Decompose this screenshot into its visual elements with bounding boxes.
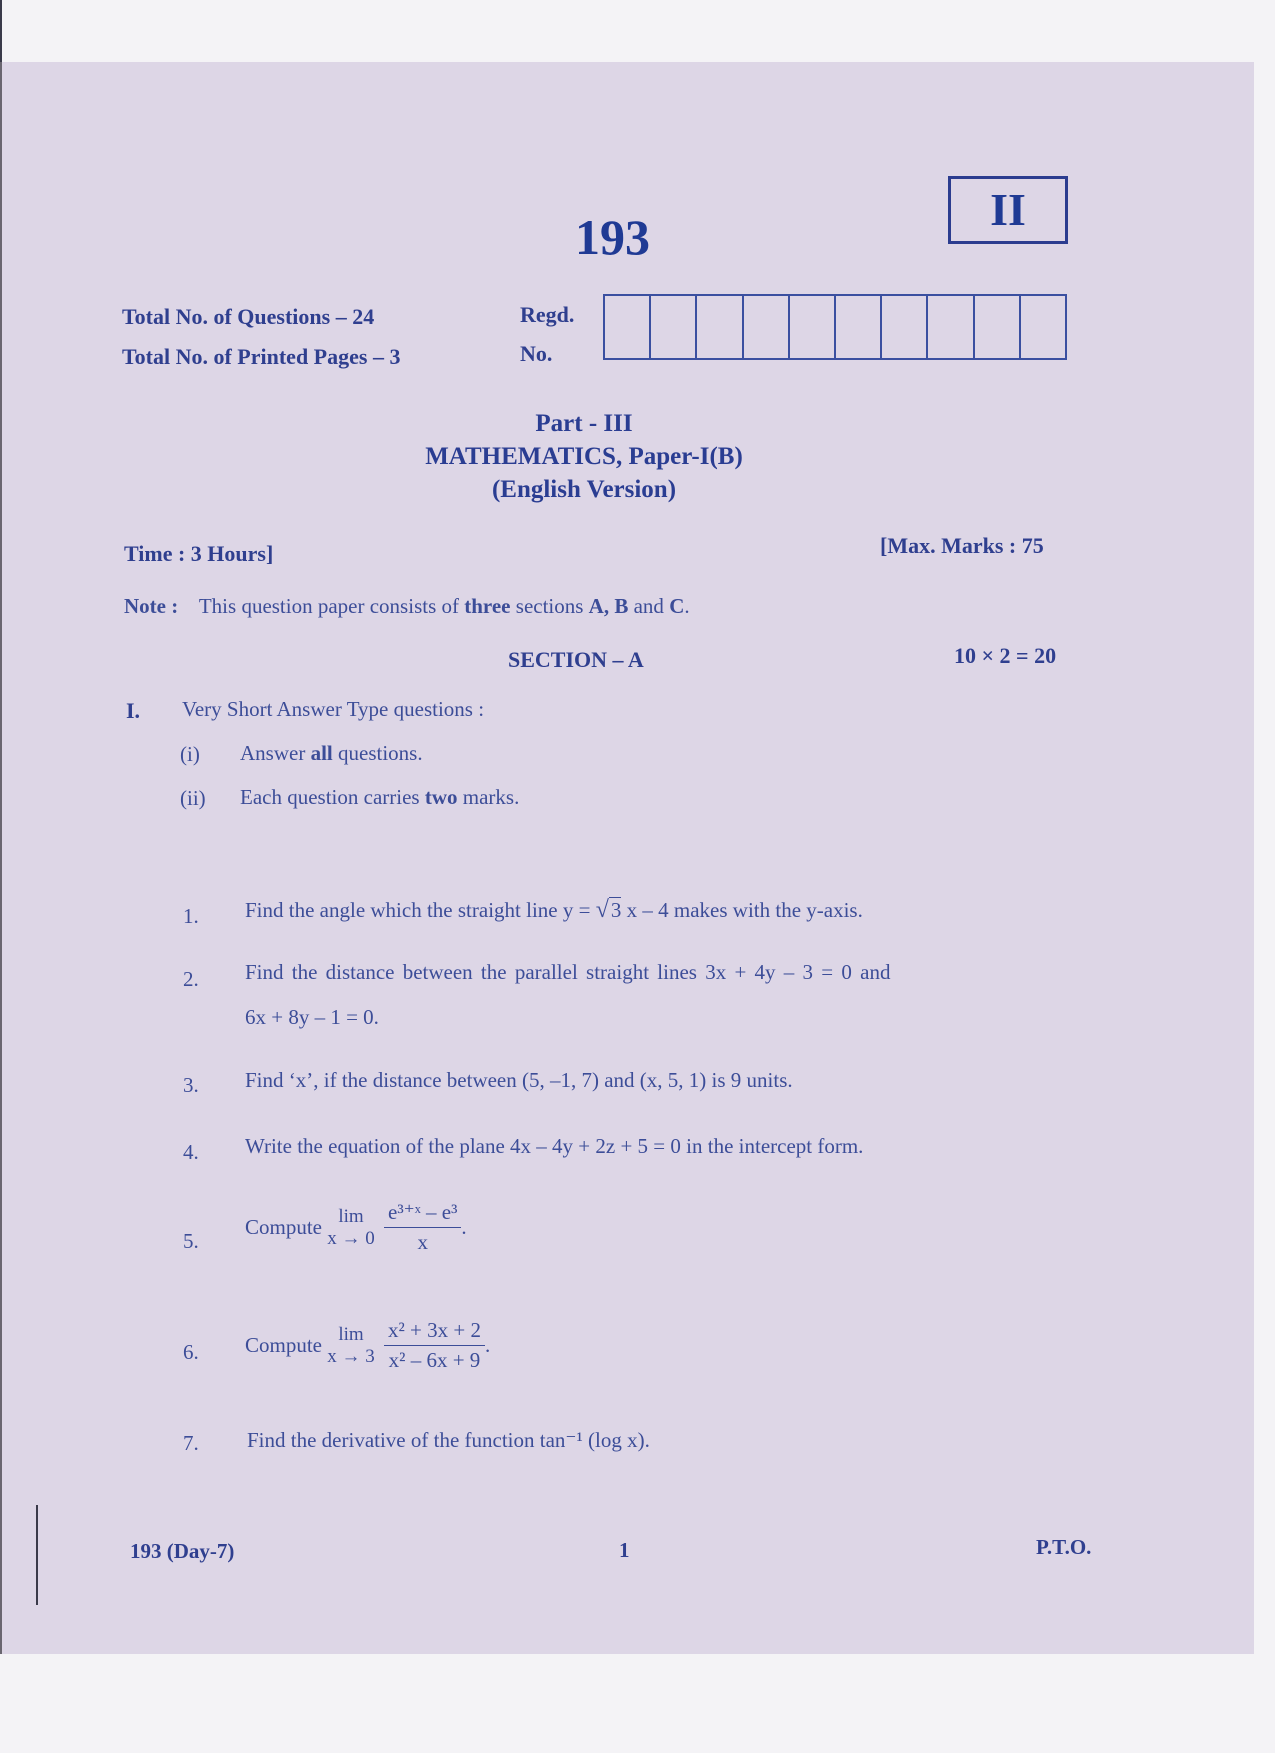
lim-label: lim <box>338 1323 364 1345</box>
please-turn-over: P.T.O. <box>1036 1535 1092 1559</box>
question-2-number: 2. <box>183 967 199 991</box>
note-sections: A, B <box>588 594 629 618</box>
fraction-numerator: x² + 3x + 2 <box>384 1318 485 1346</box>
sqrt-radicand: 3 <box>610 898 622 922</box>
note-text-mid: sections <box>510 594 589 618</box>
fraction <box>384 1200 461 1255</box>
part-title: Part - III <box>535 410 633 437</box>
instruction-1-number: (i) <box>180 742 200 766</box>
regd-digit-box[interactable] <box>836 296 882 358</box>
question-7-number: 7. <box>183 1431 199 1455</box>
regd-digit-box[interactable] <box>744 296 790 358</box>
regd-digit-box[interactable] <box>605 296 651 358</box>
note-end: . <box>684 594 690 618</box>
max-marks: [Max. Marks : 75 <box>880 533 1044 558</box>
lim-subscript: x → 3 <box>327 1345 375 1367</box>
question-5-end: . <box>461 1215 467 1239</box>
sqrt-symbol: √ <box>595 897 609 923</box>
instruction-1-bold: all <box>310 741 333 765</box>
question-1-number: 1. <box>183 904 199 928</box>
version-title: (English Version) <box>491 476 677 503</box>
regd-number-boxes[interactable] <box>603 294 1067 360</box>
fraction <box>384 1318 485 1373</box>
note-text: This question paper consists of <box>198 594 465 618</box>
lim-label: lim <box>338 1205 364 1227</box>
page-number: 1 <box>619 1538 630 1562</box>
instruction-2-number: (ii) <box>180 786 206 810</box>
footer-paper-code: 193 (Day-7) <box>130 1539 235 1563</box>
question-2-line-1: Find the distance between the parallel straight lines 3x + 4y – 3 = 0 and <box>245 960 891 984</box>
instruction-1-pre: Answer <box>240 741 311 765</box>
question-4-number: 4. <box>183 1140 199 1164</box>
instruction-1 <box>240 741 423 766</box>
limit-expression <box>327 1206 375 1250</box>
note-and: and <box>628 594 670 618</box>
question-2-line-2: 6x + 8y – 1 = 0. <box>245 1005 379 1029</box>
set-code-box: II <box>948 176 1068 244</box>
limit-expression <box>327 1324 375 1368</box>
left-edge-mark <box>0 0 2 62</box>
note-line <box>124 594 690 619</box>
question-3: Find ‘x’, if the distance between (5, –1, 7) and (x, 5, 1) is 9 units. <box>245 1068 793 1092</box>
instruction-1-post: questions. <box>332 741 423 765</box>
note-label: Note : <box>124 594 179 618</box>
instruction-2-post: marks. <box>457 785 520 809</box>
lim-subscript: x → 0 <box>327 1227 375 1249</box>
section-roman-numeral: I. <box>126 698 141 723</box>
regd-no-label: No. <box>520 341 553 366</box>
question-6-end: . <box>484 1333 491 1357</box>
section-title: SECTION – A <box>508 647 644 672</box>
regd-digit-box[interactable] <box>882 296 928 358</box>
regd-digit-box[interactable] <box>651 296 697 358</box>
question-1-text-end: x – 4 makes with the y-axis. <box>621 898 863 922</box>
regd-digit-box[interactable] <box>1021 296 1065 358</box>
fraction-numerator: e³⁺ˣ – e³ <box>384 1200 461 1228</box>
question-7: Find the derivative of the function tan⁻¹ (log x). <box>247 1428 650 1452</box>
regd-label: Regd. <box>520 302 575 327</box>
time-allowed: Time : 3 Hours] <box>124 541 274 566</box>
regd-digit-box[interactable] <box>928 296 974 358</box>
subject-title: MATHEMATICS, Paper-I(B) <box>425 443 743 470</box>
question-4: Write the equation of the plane 4x – 4y + 2z + 5 = 0 in the intercept form. <box>245 1134 864 1158</box>
total-questions: Total No. of Questions – 24 <box>122 304 375 329</box>
total-pages: Total No. of Printed Pages – 3 <box>122 344 401 369</box>
instruction-2 <box>240 785 519 810</box>
section-heading: Very Short Answer Type questions : <box>182 697 485 721</box>
fraction-denominator: x <box>417 1230 428 1254</box>
instruction-2-bold: two <box>424 785 458 809</box>
regd-digit-box[interactable] <box>697 296 743 358</box>
note-three: three <box>464 594 511 618</box>
question-6-word: Compute <box>245 1333 322 1357</box>
note-last-section: C <box>669 594 685 618</box>
question-3-number: 3. <box>183 1073 199 1097</box>
margin-mark <box>36 1505 38 1605</box>
question-5-number: 5. <box>183 1229 199 1253</box>
paper-code: 193 <box>575 209 650 265</box>
question-6-number: 6. <box>183 1340 199 1364</box>
question-6 <box>245 1318 490 1373</box>
question-5 <box>245 1200 467 1255</box>
section-marks: 10 × 2 = 20 <box>954 643 1057 668</box>
fraction-denominator: x² – 6x + 9 <box>388 1348 481 1372</box>
question-5-word: Compute <box>245 1215 322 1239</box>
question-1 <box>245 897 863 924</box>
regd-digit-box[interactable] <box>790 296 836 358</box>
instruction-2-pre: Each question carries <box>240 785 425 809</box>
regd-digit-box[interactable] <box>975 296 1021 358</box>
question-1-text: Find the angle which the straight line y = <box>245 898 596 922</box>
